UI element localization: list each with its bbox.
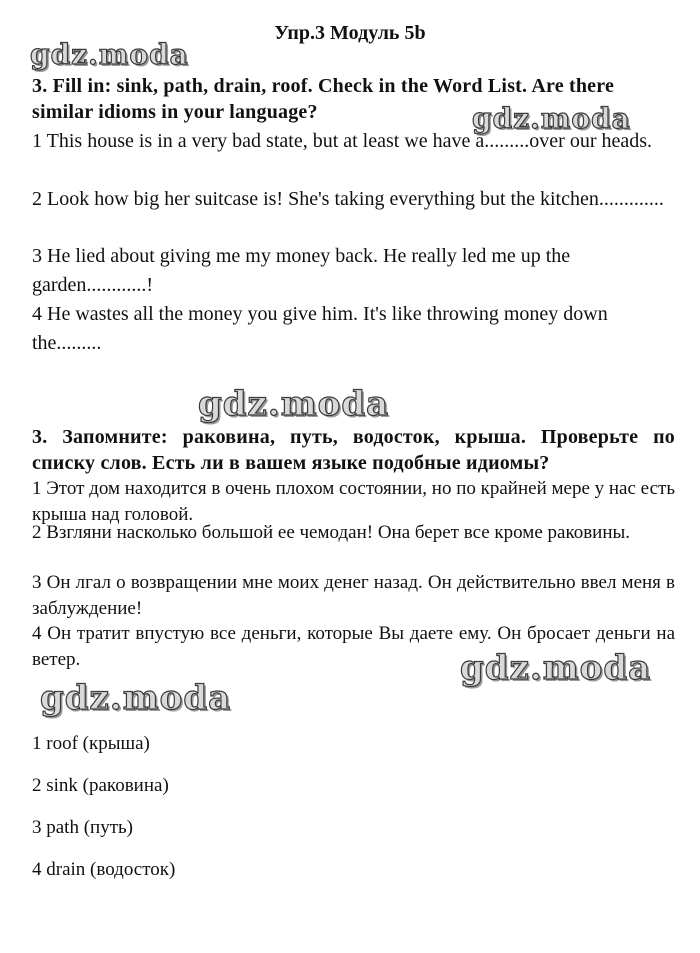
watermark-logo: gdz.moda	[460, 648, 652, 688]
answer-item: 2 sink (раковина)	[32, 775, 169, 796]
watermark-logo: gdz.moda	[30, 38, 189, 71]
page-title: Упр.3 Модуль 5b	[274, 22, 426, 44]
exercise-item: 4 He wastes all the money you give him. It's like throwing money down the.........	[32, 303, 608, 354]
translation-item: 3 Он лгал о возвращении мне моих денег назад. Он действительно ввел меня в заблуждение!	[32, 572, 675, 619]
translation-item: 4 Он тратит впустую все деньги, которые Вы даете ему. Он бросает деньги на ветер.	[32, 623, 675, 670]
exercise-item: 2 Look how big her suitcase is! She's taking everything but the kitchen.............	[32, 188, 664, 210]
answer-item: 3 path (путь)	[32, 817, 134, 838]
translation-item: 2 Взгляни насколько большой ее чемодан! Она берет все кроме раковины.	[32, 522, 631, 543]
watermark-logo: gdz.moda	[40, 678, 232, 718]
task-heading-english: 3. Fill in: sink, path, drain, roof. Check in the Word List. Are there similar idioms in your language?	[32, 75, 615, 123]
answer-item: 1 roof (крыша)	[32, 733, 150, 754]
watermark-logo: gdz.moda	[472, 102, 631, 135]
answer-item: 4 drain (водосток)	[32, 859, 176, 880]
exercise-item: 3 He lied about giving me my money back. He really led me up the garden............!	[32, 245, 571, 296]
exercise-item: 1 This house is in a very bad state, but at least we have a.........over our heads.	[32, 130, 653, 152]
task-heading-russian: 3. Запомните: раковина, путь, водосток, крыша. Проверьте по списку слов. Есть ли в вашем языке подобные идиомы?	[32, 426, 675, 474]
watermark-logo: gdz.moda	[198, 384, 390, 424]
translation-item: 1 Этот дом находится в очень плохом состоянии, но по крайней мере у нас есть крыша над головой.	[32, 478, 675, 525]
